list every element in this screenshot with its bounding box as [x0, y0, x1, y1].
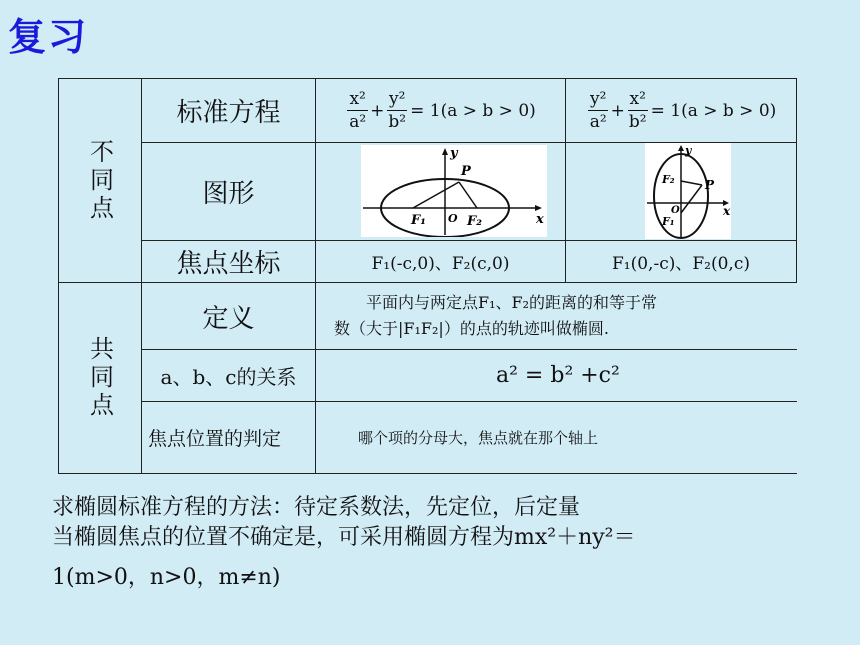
row-label-definition: 定义 [202, 303, 255, 334]
row-label-figure: 图形 [202, 179, 255, 209]
definition-line-2: 数（大于|F₁F₂|）的点的轨迹叫做椭圆. [334, 319, 609, 338]
horizontal-ellipse-figure [361, 145, 547, 237]
equation-tail: = 1(a > b > 0) [650, 100, 777, 121]
foci-horizontal: F₁(-c,0)、F₂(c,0) [371, 254, 510, 274]
plus-sign: + [610, 100, 625, 121]
y-axis-label: y [685, 144, 692, 157]
relation-formula: a² = b² +c² [496, 363, 620, 388]
fraction [627, 88, 649, 133]
column-divider [796, 79, 797, 282]
group-label-commons: 共同点 [85, 336, 114, 420]
fraction-numerator: y² [589, 89, 607, 109]
focal-segment [413, 182, 459, 208]
page-title: 复习 [8, 15, 89, 59]
origin-label: O [448, 212, 458, 225]
method-line-3: 1(m>0，n>0，m≠n) [52, 565, 281, 590]
fraction [386, 88, 408, 133]
equation-horizontal [316, 79, 565, 142]
fraction-numerator: x² [629, 89, 646, 109]
row-label-focus-coords: 焦点坐标 [176, 249, 281, 279]
focus-f2-label: F₂ [662, 173, 675, 186]
equation-tail: = 1(a > b > 0) [410, 100, 536, 121]
fraction-numerator: x² [349, 89, 366, 109]
focus-f1-label: F₁ [662, 215, 675, 228]
row-label-abc-relation: a、b、c的关系 [160, 365, 297, 389]
method-line-2: 当椭圆焦点的位置不确定是，可采用椭圆方程为mx²＋ny²＝ [52, 525, 636, 550]
fraction-denominator: b² [628, 112, 647, 132]
fraction [347, 88, 368, 133]
point-p-label: P [705, 178, 715, 192]
focus-f2-label: F₂ [467, 214, 482, 229]
equation-vertical [566, 79, 796, 142]
y-arrow-icon [678, 145, 684, 151]
fraction-denominator: a² [349, 112, 367, 132]
focal-segment [681, 181, 702, 185]
definition-cell [316, 283, 797, 349]
point-p-label: P [461, 164, 471, 179]
comparison-table [58, 78, 797, 474]
y-axis-label: y [450, 146, 458, 161]
row-label-standard-equation: 标准方程 [176, 98, 281, 128]
foci-vertical: F₁(0,-c)、F₂(0,c) [612, 254, 750, 274]
vertical-ellipse-figure [645, 143, 731, 239]
fraction-numerator: y² [389, 89, 406, 109]
x-arrow-icon [535, 205, 542, 211]
fraction-denominator: a² [589, 112, 607, 132]
row-label-focus-position: 焦点位置的判定 [148, 428, 282, 450]
focal-segment [459, 182, 477, 208]
x-axis-label: x [723, 204, 731, 218]
definition-line-1: 平面内与两定点F₁、F₂的距离的和等于常 [366, 293, 658, 312]
fraction [588, 88, 609, 133]
x-axis-label: x [536, 212, 544, 227]
focus-f1-label: F₁ [411, 213, 426, 228]
fraction-denominator: b² [388, 112, 407, 132]
plus-sign: + [370, 100, 385, 121]
group-label-differences: 不同点 [85, 138, 114, 223]
y-arrow-icon [442, 148, 448, 155]
focus-rule: 哪个项的分母大，焦点就在那个轴上 [358, 429, 599, 447]
method-line-1: 求椭圆标准方程的方法：待定系数法，先定位，后定量 [52, 495, 581, 520]
focal-segment [681, 185, 702, 213]
origin-label: O [671, 205, 680, 216]
